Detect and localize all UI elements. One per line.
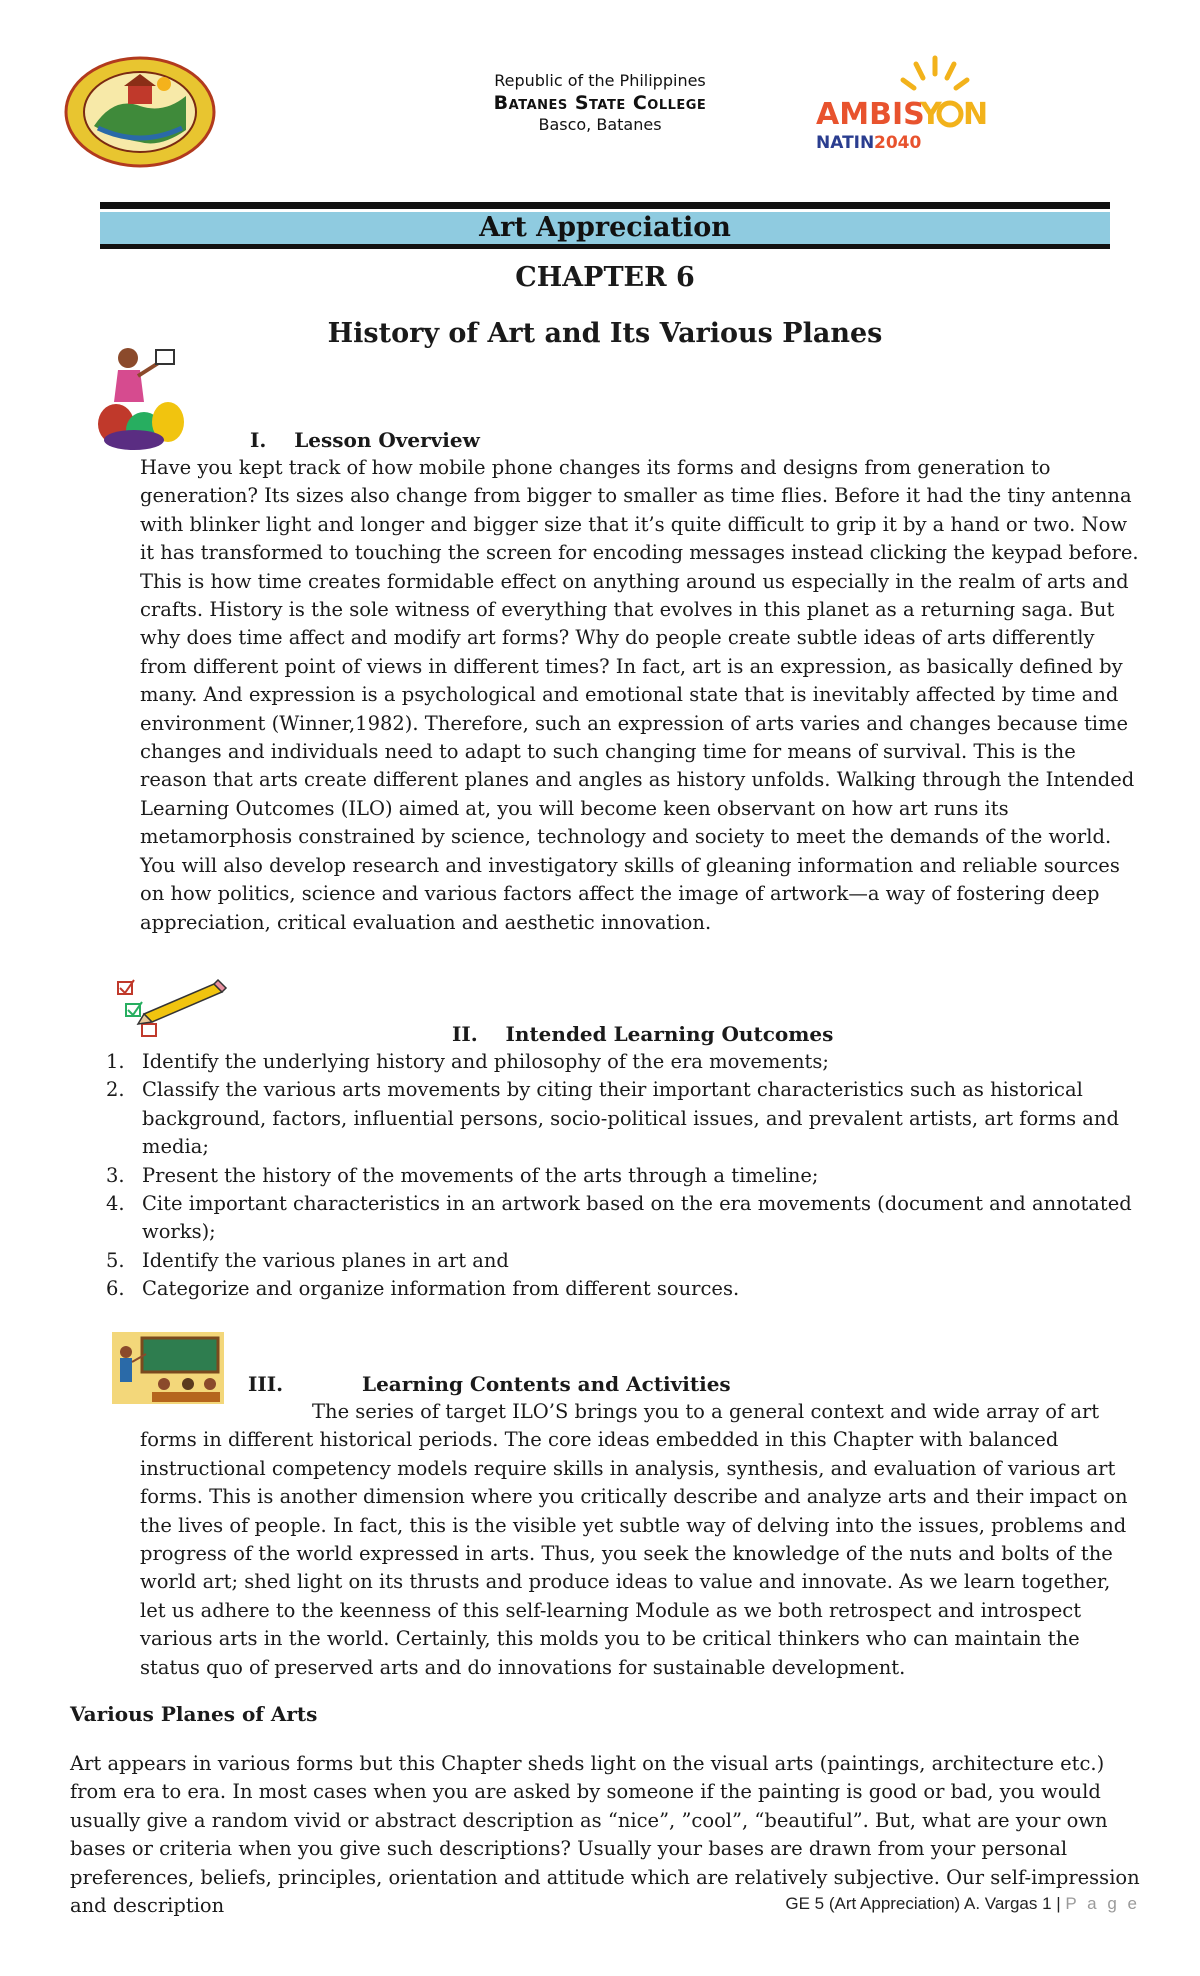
lesson-overview-paragraph: Have you kept track of how mobile phone changes its forms and designs from generation to generation? Its sizes also change from bigger to smaller as time flies. Before it had the tiny antenna with blinker light and longer and bigger size that it’s quite difficult to grip it by a hand or two. Now it has transformed to touching the screen for encoding messages instead clicking the keypad before. This is how time creates formidable effect on anything around us especially in the realm of arts and crafts. History is the sole witness of everything that evolves in this planet as a returning saga. But why does time affect and modify art forms? Why do people create subtle ideas of arts differently from different point of views in different times? In fact, art is an expression, as basically defined by many. And expression is a psychological and emotional state that is inevitably affected by time and environment (Winner,1982). Therefore, such an expression of arts varies and changes because time changes and individuals need to adapt to such changing time for means of survival. This is the reason that arts create different planes and angles as history unfolds. Walking through the Intended Learning Outcomes (ILO) aimed at, you will become keen observant on how art runs its metamorphosis constrained by science, technology and society to meet the demands of the world. You will also develop research and investigatory skills of gleaning information and reliable sources on how politics, science and various factors affect the image of artwork—a way of fostering deep appreciation, critical evaluation and aesthetic innovation. (140, 456, 1139, 934)
svg-text:2040: 2040 (874, 133, 922, 153)
classroom-clipart (112, 1332, 224, 1404)
svg-text:AMBIS: AMBIS (816, 97, 925, 132)
ilo-text: Identify the various planes in art and (142, 1248, 509, 1272)
ilo-text: Cite important characteristics in an artwork based on the era movements (document and annotated works); (142, 1192, 1132, 1244)
ilo-number: 4. (106, 1192, 125, 1216)
checklist-pencil-clipart (104, 978, 230, 1042)
ilo-item (100, 1247, 1140, 1275)
ilo-number: 3. (106, 1163, 125, 1187)
ilo-text: Identify the underlying history and philosophy of the era movements; (142, 1050, 829, 1073)
ilo-text: Classify the various arts movements by citing their important characteristics such as historical background, factors, influential persons, socio-political issues, and prevalent artists, art forms and media; (142, 1078, 1119, 1159)
ilo-item (100, 1275, 1140, 1303)
college-name: Batanes State College (493, 92, 707, 114)
planes-heading: Various Planes of Arts (70, 1702, 318, 1726)
learning-contents-paragraph (140, 1398, 1140, 1682)
planes-paragraph: Art appears in various forms but this Chapter sheds light on the visual arts (paintings, architecture etc.) from era to era. In most cases when you are asked by someone if the painting is good or bad, you would usually give a random vivid or abstract description as “nice”, ”cool”, “beautiful”. But, what are your own bases or criteria when you give such descriptions? Usually your bases are drawn from your personal preferences, beliefs, principles, orientation and attitude which are relatively subjective. Our self-impression and description (70, 1752, 1140, 1918)
section-heading-contents: Learning Contents and Activities (362, 1372, 731, 1396)
svg-text:NATIN: NATIN (816, 133, 875, 153)
teacher-reading-clipart (96, 342, 186, 452)
footer-label: GE 5 (Art Appreciation) A. Vargas 1 | (785, 1894, 1061, 1913)
section-number: II. (452, 1022, 478, 1046)
page-footer (740, 1894, 1140, 1914)
ilo-item (100, 1076, 1140, 1161)
footer-page-word: P a g e (1065, 1894, 1140, 1913)
section-heading-overview (250, 428, 480, 452)
ilo-number: 6. (106, 1277, 125, 1301)
section-number-contents: III. (248, 1372, 284, 1396)
ilo-number: 1. (106, 1050, 125, 1073)
ilo-item (100, 1048, 1140, 1076)
chapter-number: CHAPTER 6 (515, 262, 695, 293)
ilo-item (100, 1162, 1140, 1190)
ilo-list (100, 1048, 1140, 1304)
college-seal (64, 56, 216, 168)
ilo-item (100, 1190, 1140, 1247)
svg-text:N: N (963, 97, 989, 132)
learning-contents-text: The series of target ILO’S brings you to a general context and wide array of art forms in different historical periods. The core ideas embedded in this Chapter with balanced instructional competency models require skills in analysis, synthesis, and evaluation of various art forms. This is another dimension where you critically describe and analyze arts and their impact on the lives of people. In fact, this is the visible yet subtle way of delving into the issues, problems and progress of the world expressed in arts. Thus, you seek the knowledge of the nuts and bolts of the world art; shed light on its thrusts and produce ideas to value and innovate. As we learn together, let us adhere to the keenness of this self-learning Module as we both retrospect and introspect various arts in the world. Certainly, this molds you to be critical thinkers who can maintain the status quo of preserved arts and do innovations for sustainable development. (140, 1400, 1128, 1679)
republic-line: Republic of the Philippines (494, 71, 706, 90)
ilo-text: Categorize and organize information from different sources. (142, 1277, 740, 1301)
chapter-title: History of Art and Its Various Planes (327, 318, 883, 349)
ilo-number: 2. (106, 1078, 125, 1102)
ambisyon-logo (810, 48, 990, 158)
title-rule (100, 202, 1110, 209)
section-title: Lesson Overview (294, 428, 480, 452)
section-title: Intended Learning Outcomes (505, 1022, 834, 1046)
section-number: I. (250, 428, 267, 452)
section-heading-ilo (452, 1022, 833, 1046)
course-title: Art Appreciation (479, 212, 731, 243)
college-location: Basco, Batanes (538, 115, 662, 134)
course-title-bar (100, 212, 1110, 249)
ilo-text: Present the history of the movements of the arts through a timeline; (142, 1163, 819, 1187)
ilo-number: 5. (106, 1248, 125, 1272)
svg-text:Y: Y (920, 97, 942, 132)
